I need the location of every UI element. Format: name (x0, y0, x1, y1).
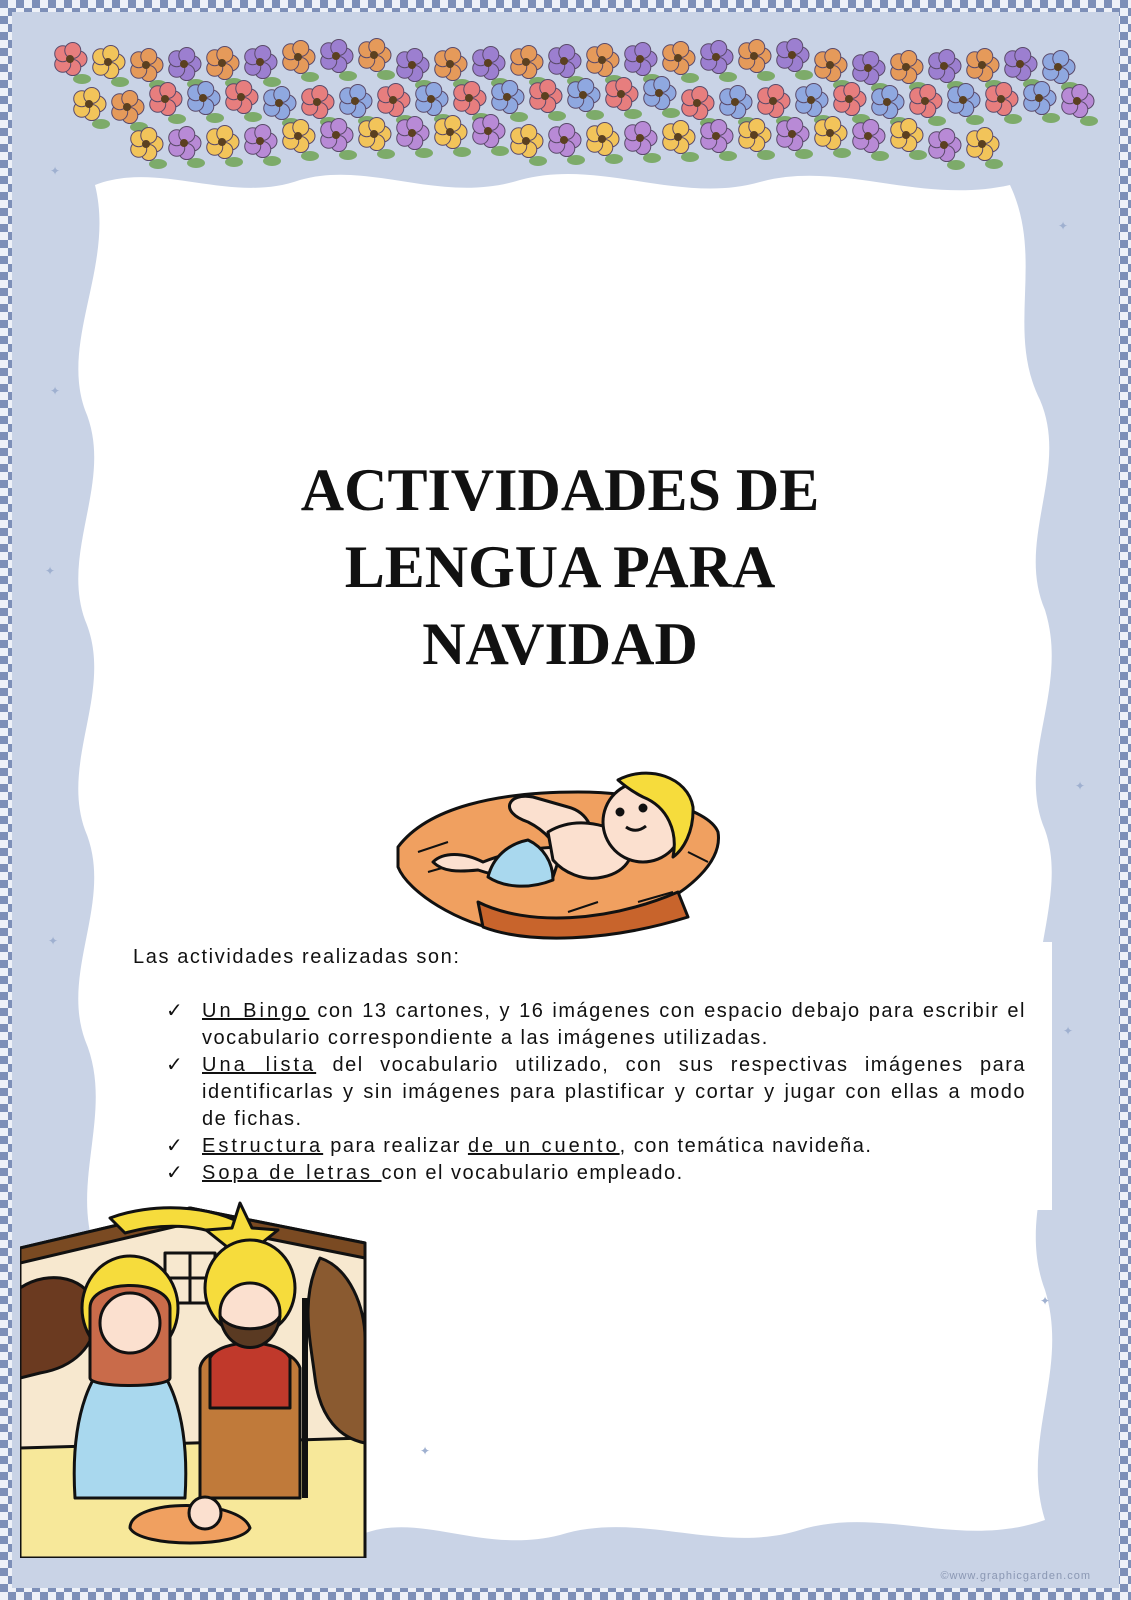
title-line: LENGUA PARA (344, 534, 776, 600)
flower (758, 84, 790, 117)
flower (1043, 50, 1075, 83)
flower (834, 82, 866, 115)
check-icon: ✓ (166, 1054, 185, 1076)
flower (283, 119, 315, 152)
check-icon: ✓ (166, 1000, 185, 1022)
flower (967, 48, 999, 81)
activities-list (166, 998, 1026, 1187)
flower (492, 80, 524, 113)
flower (150, 82, 182, 115)
flower (283, 40, 315, 73)
flower (701, 119, 733, 152)
credit-text: ©www.graphicgarden.com (940, 1570, 1091, 1582)
flower (1062, 84, 1094, 117)
list-item (166, 1133, 1026, 1160)
baby-jesus-manger (388, 752, 728, 940)
svg-text:✦: ✦ (50, 164, 61, 178)
flower (245, 124, 277, 157)
title-line: ACTIVIDADES DE (300, 457, 820, 523)
flower (568, 78, 600, 111)
flower (435, 47, 467, 80)
flower (986, 82, 1018, 115)
flower (815, 116, 847, 149)
flower (473, 46, 505, 79)
flower (264, 86, 296, 119)
flower (454, 81, 486, 114)
svg-text:✦: ✦ (420, 1444, 431, 1458)
flower (74, 87, 106, 120)
flower (131, 48, 163, 81)
list-item (166, 1160, 1026, 1187)
flower (169, 126, 201, 159)
flower (207, 125, 239, 158)
flower (929, 49, 961, 82)
flower (511, 124, 543, 157)
svg-text:✦: ✦ (1058, 219, 1069, 233)
activity-link: Estructura (202, 1135, 324, 1157)
svg-text:✦: ✦ (1063, 1024, 1074, 1038)
flower (948, 83, 980, 116)
flower (587, 43, 619, 76)
svg-text:✦: ✦ (1040, 1294, 1051, 1308)
flower (682, 86, 714, 119)
flower (549, 44, 581, 77)
flower (853, 119, 885, 152)
page-title (220, 452, 900, 683)
activity-text: con 13 cartones, y 16 imágenes con espacio debajo para escribir el vocabulario correspondiente a las imágenes utilizadas. (202, 1000, 1026, 1049)
flower (739, 118, 771, 151)
flower (853, 51, 885, 84)
list-item (166, 1052, 1026, 1133)
flower (796, 83, 828, 116)
flower (397, 48, 429, 81)
flower (359, 117, 391, 150)
title-line: NAVIDAD (422, 611, 698, 677)
flower (93, 45, 125, 78)
flower (511, 45, 543, 78)
flower (777, 117, 809, 150)
activity-link: de un cuento (467, 1135, 620, 1157)
flower (1024, 81, 1056, 114)
flower (606, 77, 638, 110)
svg-text:✦: ✦ (45, 564, 56, 578)
flower (397, 116, 429, 149)
flower (112, 90, 144, 123)
flower (777, 38, 809, 71)
activity-text: del vocabulario utilizado, con sus respectivas imágenes para identificarlas y sin imágenes para plastificar y cortar y jugar con ellas a modo de fichas. (202, 1054, 1026, 1130)
activities-box (121, 942, 1052, 1210)
flower (131, 127, 163, 160)
flower (245, 45, 277, 78)
flower (321, 39, 353, 72)
flower (663, 120, 695, 153)
activity-text: para realizar (323, 1135, 468, 1157)
flower (226, 80, 258, 113)
list-item (166, 998, 1026, 1052)
flower (891, 118, 923, 151)
activity-link: Sopa de letras (202, 1162, 382, 1184)
flower (321, 118, 353, 151)
flower (416, 82, 448, 115)
flower (625, 121, 657, 154)
flower (644, 76, 676, 109)
check-icon: ✓ (166, 1162, 185, 1184)
flower (872, 85, 904, 118)
flower (815, 48, 847, 81)
flower (739, 39, 771, 72)
flower (169, 47, 201, 80)
flower (720, 85, 752, 118)
flower (625, 42, 657, 75)
activity-link: Un Bingo (202, 1000, 310, 1022)
nativity-scene (20, 1198, 370, 1558)
flower (188, 81, 220, 114)
flower (473, 114, 505, 147)
flower-garland (0, 0, 1131, 200)
activity-text: , con temática navideña. (619, 1135, 873, 1157)
svg-text:✦: ✦ (48, 934, 59, 948)
flower (967, 127, 999, 160)
flower (663, 41, 695, 74)
flower (929, 128, 961, 161)
flower (891, 50, 923, 83)
flower (910, 84, 942, 117)
flower (701, 40, 733, 73)
svg-text:✦: ✦ (1075, 779, 1086, 793)
svg-text:✦: ✦ (50, 384, 61, 398)
flower (435, 115, 467, 148)
activity-text: con el vocabulario empleado. (381, 1162, 684, 1184)
activity-link: Una lista (202, 1054, 317, 1076)
flower (302, 85, 334, 118)
intro-text: Las actividades realizadas son: (133, 946, 461, 968)
flower (359, 38, 391, 71)
flower (55, 42, 87, 75)
flower (587, 122, 619, 155)
flower (1005, 47, 1037, 80)
flower (549, 123, 581, 156)
flower (530, 79, 562, 112)
flower (378, 83, 410, 116)
check-icon: ✓ (166, 1135, 185, 1157)
flower (207, 46, 239, 79)
flower (340, 84, 372, 117)
